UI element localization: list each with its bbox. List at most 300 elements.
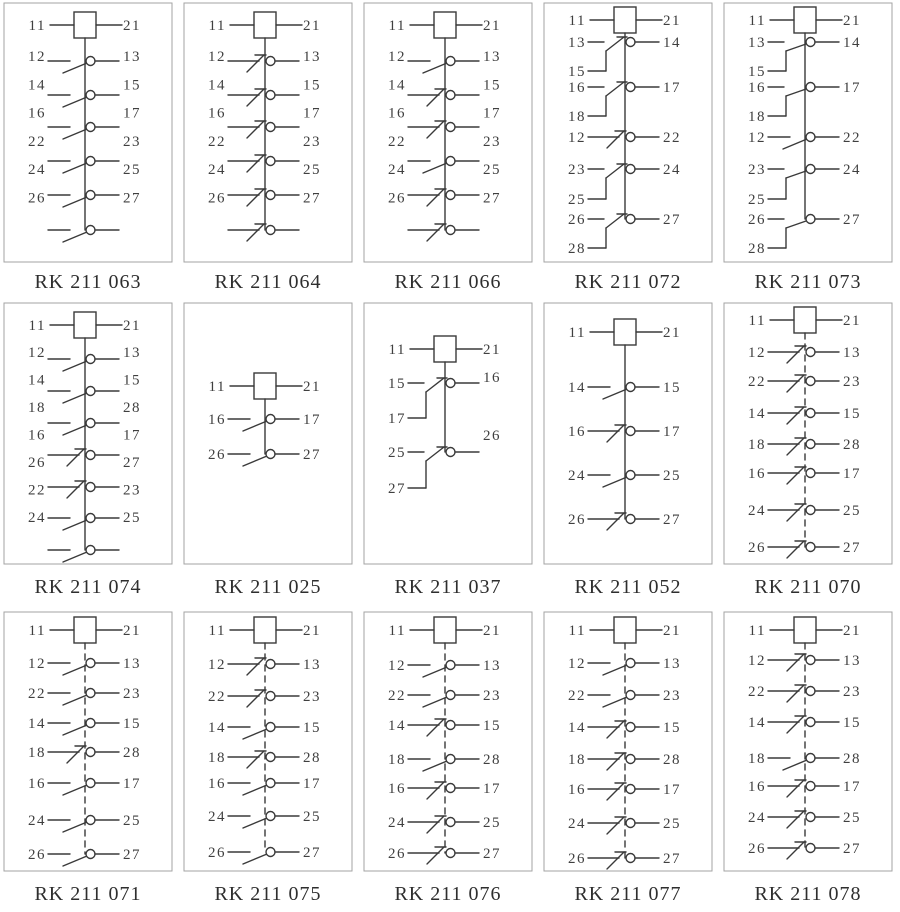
contact-terminal-label: 27 (123, 847, 141, 863)
contact-terminal-circle (446, 661, 455, 670)
contact-terminal-label: 14 (388, 77, 406, 94)
contact-terminal-label: 28 (303, 750, 321, 766)
coil (749, 307, 861, 333)
coil-terminal-label: 11 (388, 18, 406, 34)
contact-terminal-label: 17 (123, 105, 141, 122)
contact-terminal-label: 17 (663, 782, 681, 798)
contact-terminal-circle (806, 133, 815, 142)
contact-terminal-label: 26 (28, 847, 46, 863)
contact-terminal-circle (86, 689, 95, 698)
contact-terminal-label: 24 (388, 162, 406, 179)
contact-terminal-circle (626, 38, 635, 47)
contact-terminal-circle (626, 427, 635, 436)
contact-terminal-label: 27 (123, 455, 141, 471)
panel-border (184, 303, 352, 564)
contact-terminal-label: 23 (843, 374, 861, 390)
contact-terminal-label: 24 (388, 815, 406, 831)
diagram-cell (180, 0, 360, 300)
contact-terminal-label: 17 (663, 424, 681, 440)
contact-terminal-label: 25 (843, 503, 861, 519)
relay-diagram-panel (360, 0, 540, 300)
contact-terminal-circle (86, 91, 95, 100)
contact-terminal-label: 24 (663, 162, 681, 178)
contact-terminal-label: 16 (208, 105, 226, 122)
contact-terminal-circle (626, 785, 635, 794)
contact-terminal-circle (446, 849, 455, 858)
contact-terminal-label: 17 (123, 427, 141, 444)
contact-terminal-circle (626, 215, 635, 224)
panel-border (364, 3, 532, 262)
coil-symbol (434, 617, 456, 643)
panel-border (364, 612, 532, 871)
contact-terminal-circle (86, 514, 95, 523)
contact-terminal-label: 17 (303, 105, 321, 122)
panel-caption: RK 211 071 (34, 883, 142, 905)
contact-terminal-circle (806, 409, 815, 418)
contact-terminal-label: 13 (663, 656, 681, 672)
contact-terminal-label: 16 (748, 779, 766, 795)
coil (389, 336, 501, 362)
contact-terminal-circle (266, 692, 275, 701)
contact-terminal-label: 27 (303, 845, 321, 861)
contact-terminal-label: 15 (303, 77, 321, 94)
coil (389, 617, 501, 643)
contact-terminal-label: 16 (28, 427, 46, 444)
contact-terminal-label: 25 (748, 192, 766, 208)
contact-terminal-circle (266, 812, 275, 821)
coil (569, 7, 681, 33)
coil (29, 312, 141, 338)
coil (569, 617, 681, 643)
contact-terminal-label: 25 (843, 810, 861, 826)
contact-terminal-circle (626, 133, 635, 142)
relay-diagram-panel (540, 0, 720, 300)
panel-caption: RK 211 063 (34, 271, 142, 293)
contact-terminal-label: 12 (748, 130, 766, 146)
contact-terminal-label: 23 (123, 482, 141, 499)
contact-terminal-label: 12 (28, 49, 46, 65)
panel-caption: RK 211 074 (34, 576, 142, 598)
contact-terminal-label: 18 (28, 745, 46, 761)
contact-terminal-circle (806, 215, 815, 224)
contact-terminal-label: 26 (208, 845, 226, 861)
contact-terminal-label: 12 (388, 658, 406, 674)
contact-terminal-label: 22 (663, 130, 681, 146)
coil (749, 617, 861, 643)
contact-terminal-label: 16 (28, 105, 46, 122)
contact-terminal-circle (266, 415, 275, 424)
contact-terminal-label: 17 (483, 781, 501, 797)
contact-terminal-label: 17 (843, 466, 861, 482)
contact-terminal-label: 15 (123, 372, 141, 389)
contact-terminal-circle (626, 383, 635, 392)
contact-terminal-circle (806, 165, 815, 174)
contact-terminal-label: 26 (748, 841, 766, 857)
diagram-cell (720, 300, 900, 605)
panel-caption: RK 211 070 (754, 576, 862, 598)
contact-terminal-circle (266, 450, 275, 459)
contact-terminal-circle (626, 755, 635, 764)
contact-terminal-label: 22 (208, 689, 226, 705)
contact-terminal-label: 26 (568, 212, 586, 228)
relay-diagram-panel (180, 0, 360, 300)
contact-terminal-label: 26 (748, 212, 766, 228)
coil-symbol (794, 617, 816, 643)
contact-terminal-label: 16 (208, 776, 226, 792)
diagram-cell (360, 605, 540, 912)
contact-terminal-label: 13 (568, 35, 586, 51)
contact-terminal-circle (446, 721, 455, 730)
coil-symbol (74, 12, 96, 38)
contact-terminal-label: 17 (123, 776, 141, 792)
contact-terminal-label: 23 (568, 162, 586, 178)
contact-terminal-circle (446, 226, 455, 235)
contact-terminal-label: 14 (748, 406, 766, 422)
contact-terminal-label: 18 (568, 752, 586, 768)
contact-terminal-label: 17 (843, 80, 861, 96)
contact-terminal-circle (86, 451, 95, 460)
contact-terminal-label: 13 (303, 49, 321, 65)
contact-terminal-circle (86, 816, 95, 825)
contact-terminal-circle (266, 157, 275, 166)
contact-terminal-label: 28 (123, 400, 141, 416)
contact-terminal-label: 26 (388, 190, 406, 207)
contact-terminal-label: 25 (303, 809, 321, 825)
panel-caption: RK 211 072 (574, 271, 682, 293)
coil-terminal-label: 11 (28, 318, 46, 334)
contact-terminal-label: 13 (303, 657, 321, 673)
contact-terminal-label: 27 (663, 851, 681, 867)
contact-terminal-label: 22 (28, 686, 46, 702)
contact-terminal-circle (266, 226, 275, 235)
coil-terminal-label: 21 (303, 379, 321, 395)
relay-diagram-panel (180, 605, 360, 912)
contact-terminal-label: 16 (208, 412, 226, 428)
panel-caption: RK 211 052 (574, 576, 682, 598)
coil-terminal-label: 21 (123, 623, 141, 639)
contact-terminal-label: 13 (483, 658, 501, 674)
contact-terminal-label: 12 (208, 657, 226, 673)
contact-terminal-label: 25 (303, 162, 321, 179)
contact-terminal-label: 24 (28, 510, 46, 526)
coil-terminal-label: 11 (28, 623, 46, 639)
contact-terminal-label: 15 (483, 718, 501, 734)
contact-row (28, 813, 141, 832)
contact-terminal-label: 23 (663, 688, 681, 704)
contact-terminal-circle (626, 691, 635, 700)
coil-terminal-label: 11 (568, 13, 586, 29)
contact-terminal-label: 13 (123, 345, 141, 361)
contact-terminal-circle (86, 57, 95, 66)
contact-terminal-circle (626, 723, 635, 732)
contact-terminal-circle (806, 813, 815, 822)
contact-terminal-label: 26 (28, 190, 46, 207)
contact-terminal-circle (806, 348, 815, 357)
coil (29, 617, 141, 643)
coil-terminal-label: 11 (748, 313, 766, 329)
panel-caption: RK 211 077 (574, 883, 682, 905)
contact-terminal-label: 22 (748, 374, 766, 390)
contact-terminal-label: 26 (748, 540, 766, 556)
contact-terminal-circle (266, 91, 275, 100)
contact-terminal-label: 25 (483, 815, 501, 831)
contact-terminal-label: 16 (568, 782, 586, 798)
contact-terminal-label: 28 (663, 752, 681, 768)
contact-terminal-label: 12 (568, 656, 586, 672)
contact-terminal-label: 26 (568, 512, 586, 528)
contact-terminal-label: 24 (568, 816, 586, 832)
diagram-cell (180, 605, 360, 912)
coil (569, 319, 681, 345)
contact-terminal-label: 27 (388, 481, 406, 497)
contact-terminal-circle (806, 782, 815, 791)
panel-caption: RK 211 064 (214, 271, 322, 293)
contact-terminal-label: 28 (843, 437, 861, 453)
contact-terminal-circle (86, 483, 95, 492)
contact-terminal-label: 27 (303, 447, 321, 463)
contact-terminal-label: 15 (123, 77, 141, 94)
contact-terminal-circle (86, 157, 95, 166)
contact-terminal-label: 28 (843, 751, 861, 767)
contact-terminal-label: 22 (28, 133, 46, 150)
contact-terminal-circle (806, 83, 815, 92)
contact-terminal-label: 25 (663, 468, 681, 484)
contact-terminal-circle (86, 355, 95, 364)
contact-terminal-circle (86, 546, 95, 555)
contact-terminal-circle (446, 379, 455, 388)
contact-terminal-label: 18 (388, 752, 406, 768)
panel-caption: RK 211 037 (394, 576, 502, 598)
contact-terminal-label: 27 (483, 190, 501, 207)
coil-symbol (254, 373, 276, 399)
contact-terminal-label: 15 (663, 720, 681, 736)
contact-terminal-label: 15 (748, 64, 766, 80)
contact-terminal-label: 28 (568, 241, 586, 257)
coil-terminal-label: 21 (123, 18, 141, 34)
coil-terminal-label: 21 (663, 13, 681, 29)
panel-caption: RK 211 075 (214, 883, 322, 905)
coil-symbol (614, 617, 636, 643)
contact-terminal-label: 25 (388, 445, 406, 461)
contact-terminal-label: 24 (568, 468, 586, 484)
contact-terminal-label: 23 (843, 684, 861, 700)
coil-terminal-label: 21 (483, 18, 501, 34)
contact-terminal-label: 26 (568, 851, 586, 867)
contact-terminal-label: 18 (568, 109, 586, 125)
contact-terminal-label: 14 (208, 77, 226, 94)
contact-terminal-label: 24 (28, 162, 46, 179)
diagram-cell (360, 0, 540, 300)
contact-terminal-label: 24 (28, 813, 46, 829)
contact-terminal-circle (266, 753, 275, 762)
contact-terminal-circle (266, 123, 275, 132)
contact-terminal-circle (626, 471, 635, 480)
contact-terminal-label: 17 (663, 80, 681, 96)
contact-terminal-label: 15 (483, 77, 501, 94)
contact-terminal-label: 14 (388, 718, 406, 734)
contact-terminal-label: 22 (208, 133, 226, 150)
contact-terminal-label: 27 (303, 190, 321, 207)
coil-symbol (794, 307, 816, 333)
contact-terminal-label: 14 (663, 35, 681, 51)
contact-terminal-label: 23 (303, 689, 321, 705)
coil-terminal-label: 11 (568, 325, 586, 341)
contact-terminal-label: 15 (663, 380, 681, 396)
coil-terminal-label: 11 (208, 623, 226, 639)
coil-terminal-label: 21 (663, 623, 681, 639)
panel-border (4, 3, 172, 262)
coil-terminal-label: 21 (483, 623, 501, 639)
contact-terminal-label: 27 (843, 841, 861, 857)
contact-terminal-label: 26 (208, 447, 226, 463)
relay-diagram-panel (720, 0, 900, 300)
contact-terminal-label: 26 (388, 846, 406, 862)
contact-terminal-circle (86, 191, 95, 200)
contact-terminal-label: 16 (748, 466, 766, 482)
contact-row (388, 846, 501, 864)
coil-symbol (254, 617, 276, 643)
contact-terminal-label: 13 (843, 653, 861, 669)
panel-border (184, 612, 352, 871)
contact-terminal-label: 27 (663, 512, 681, 528)
contact-terminal-label: 27 (843, 212, 861, 228)
coil-symbol (794, 7, 816, 33)
contact-terminal-label: 22 (748, 684, 766, 700)
coil-terminal-label: 21 (123, 318, 141, 334)
coil (209, 12, 321, 38)
coil-terminal-label: 21 (483, 342, 501, 358)
contact-terminal-label: 23 (748, 162, 766, 178)
contact-terminal-label: 17 (303, 776, 321, 792)
contact-terminal-label: 12 (568, 130, 586, 146)
contact-terminal-circle (266, 723, 275, 732)
contact-terminal-label: 14 (28, 77, 46, 94)
panel-caption: RK 211 078 (754, 883, 862, 905)
contact-terminal-label: 13 (123, 49, 141, 65)
contact-terminal-label: 17 (843, 779, 861, 795)
contact-terminal-label: 14 (28, 372, 46, 389)
contact-terminal-circle (446, 784, 455, 793)
contact-terminal-circle (806, 38, 815, 47)
contact-terminal-circle (266, 57, 275, 66)
coil-terminal-label: 21 (303, 18, 321, 34)
contact-terminal-circle (446, 191, 455, 200)
contact-terminal-label: 17 (303, 412, 321, 428)
contact-terminal-circle (446, 818, 455, 827)
coil-terminal-label: 11 (388, 342, 406, 358)
coil-terminal-label: 21 (843, 313, 861, 329)
coil-symbol (434, 12, 456, 38)
coil-terminal-label: 11 (748, 13, 766, 29)
contact-terminal-label: 25 (123, 813, 141, 829)
contact-terminal-label: 13 (748, 35, 766, 51)
contact-terminal-label: 16 (483, 370, 501, 386)
diagram-cell (0, 300, 180, 605)
contact-terminal-label: 12 (208, 49, 226, 65)
contact-terminal-circle (446, 755, 455, 764)
contact-terminal-label: 13 (843, 345, 861, 361)
contact-terminal-circle (86, 850, 95, 859)
contact-terminal-label: 15 (843, 715, 861, 731)
relay-diagram-panel (0, 0, 180, 300)
contact-terminal-label: 22 (568, 688, 586, 704)
contact-terminal-label: 12 (748, 345, 766, 361)
coil (209, 373, 321, 399)
contact-terminal-circle (86, 779, 95, 788)
contact-terminal-label: 14 (843, 35, 861, 51)
coil (749, 7, 861, 33)
panel-caption: RK 211 066 (394, 271, 502, 293)
diagram-cell (0, 605, 180, 912)
contact-terminal-circle (266, 191, 275, 200)
contact-terminal-circle (446, 57, 455, 66)
contact-terminal-label: 12 (388, 49, 406, 65)
coil-terminal-label: 21 (663, 325, 681, 341)
contact-terminal-circle (806, 377, 815, 386)
diagram-cell (720, 605, 900, 912)
coil-symbol (74, 617, 96, 643)
contact-terminal-label: 23 (483, 133, 501, 150)
coil-symbol (254, 12, 276, 38)
relay-diagram-panel (360, 605, 540, 912)
contact-terminal-circle (806, 543, 815, 552)
contact-terminal-circle (806, 506, 815, 515)
contact-terminal-label: 14 (568, 720, 586, 736)
contact-terminal-label: 13 (123, 656, 141, 672)
contact-terminal-label: 22 (388, 133, 406, 150)
contact-terminal-circle (806, 440, 815, 449)
contact-terminal-circle (626, 659, 635, 668)
coil-terminal-label: 11 (208, 379, 226, 395)
relay-diagram-panel (720, 300, 900, 605)
contact-row (28, 847, 141, 866)
coil-symbol (74, 312, 96, 338)
contact-terminal-circle (806, 656, 815, 665)
contact-terminal-label: 24 (208, 809, 226, 825)
relay-diagram-panel (360, 300, 540, 605)
panel-caption: RK 211 025 (214, 576, 322, 598)
contact-terminal-circle (806, 469, 815, 478)
contact-terminal-label: 14 (208, 720, 226, 736)
contact-terminal-label: 18 (208, 750, 226, 766)
panel-border (4, 612, 172, 871)
coil-terminal-label: 21 (843, 13, 861, 29)
contact-terminal-label: 16 (748, 80, 766, 96)
contact-terminal-label: 23 (123, 686, 141, 702)
relay-diagram-panel (540, 300, 720, 605)
coil-symbol (614, 319, 636, 345)
contact-terminal-circle (86, 226, 95, 235)
contact-terminal-label: 18 (28, 400, 46, 416)
coil-terminal-label: 11 (388, 623, 406, 639)
panel-caption: RK 211 073 (754, 271, 862, 293)
contact-terminal-label: 26 (28, 455, 46, 471)
diagram-cell (360, 300, 540, 605)
contact-terminal-label: 14 (748, 715, 766, 731)
contact-terminal-label: 15 (843, 406, 861, 422)
contact-terminal-label: 15 (568, 64, 586, 80)
contact-terminal-label: 24 (748, 503, 766, 519)
contact-terminal-label: 24 (208, 162, 226, 179)
diagram-cell (540, 605, 720, 912)
contact-terminal-label: 23 (483, 688, 501, 704)
contact-terminal-label: 26 (208, 190, 226, 207)
contact-terminal-label: 28 (748, 241, 766, 257)
panel-border (724, 612, 892, 871)
coil-terminal-label: 21 (303, 623, 321, 639)
contact-terminal-label: 25 (123, 162, 141, 179)
coil-symbol (614, 7, 636, 33)
